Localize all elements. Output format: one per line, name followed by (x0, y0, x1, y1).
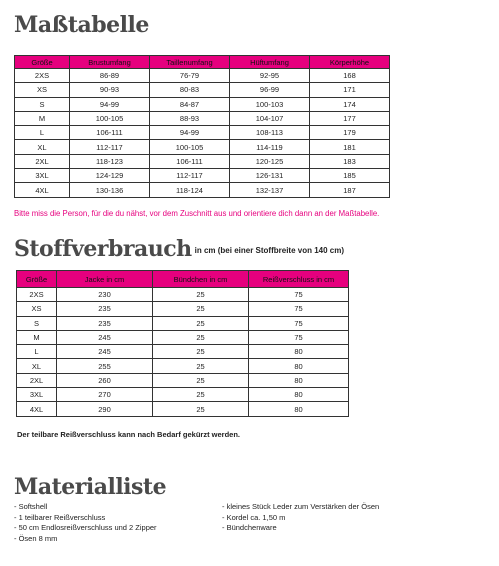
fabric-table-cell: M (17, 330, 57, 344)
size-table-cell: M (15, 111, 70, 125)
fabric-table (16, 270, 349, 417)
material-item: - 50 cm Endlosreißverschluss und 2 Zipper (14, 523, 157, 532)
fabric-table-cell: 260 (57, 373, 153, 387)
fabric-table-cell: 75 (249, 288, 349, 302)
size-table-cell: 88-93 (150, 111, 230, 125)
size-table-row (15, 83, 390, 97)
fabric-table-cell: 80 (249, 373, 349, 387)
fabric-title-text: Stoffverbrauch (14, 236, 192, 262)
fabric-table-cell: 75 (249, 330, 349, 344)
size-table-cell: 185 (310, 169, 390, 183)
size-table (14, 55, 390, 198)
size-table-cell: 2XS (15, 69, 70, 83)
fabric-table-cell: 4XL (17, 402, 57, 416)
size-table-cell: 90-93 (70, 83, 150, 97)
fabric-table-cell: XS (17, 302, 57, 316)
size-table-note: Bitte miss die Person, für die du nähst, vor dem Zuschnitt aus und orientiere dich dann an der Maßtabelle. (14, 209, 380, 218)
size-table-cell: 80-83 (150, 83, 230, 97)
fabric-table-cell: 80 (249, 402, 349, 416)
fabric-table-cell: 80 (249, 359, 349, 373)
fabric-table-cell: 25 (153, 302, 249, 316)
material-item: - Softshell (14, 502, 48, 511)
fabric-table-cell: 3XL (17, 388, 57, 402)
fabric-table-row (17, 402, 349, 416)
material-item: - Ösen 8 mm (14, 533, 58, 543)
zipper-note: Der teilbare Reißverschluss kann nach Bedarf gekürzt werden. (17, 430, 240, 439)
size-table-row (15, 111, 390, 125)
size-table-header-cell: Körperhöhe (310, 56, 390, 69)
fabric-table-header-cell: Jacke in cm (57, 271, 153, 288)
fabric-table-row (17, 359, 349, 373)
size-table-cell: 106-111 (150, 154, 230, 168)
material-item: - 1 teilbarer Reißverschluss (14, 512, 106, 522)
fabric-table-header-cell: Größe (17, 271, 57, 288)
material-list-right (222, 502, 379, 534)
size-table-cell: 94-99 (70, 97, 150, 111)
fabric-table-cell: 255 (57, 359, 153, 373)
size-table-cell: 100-103 (230, 97, 310, 111)
size-table-cell: 183 (310, 154, 390, 168)
size-table-cell: 2XL (15, 154, 70, 168)
fabric-table-cell: 25 (153, 359, 249, 373)
size-table-cell: 114-119 (230, 140, 310, 154)
size-table-cell: 112-117 (150, 169, 230, 183)
material-item: - Kordel ca. 1,50 m (222, 512, 286, 522)
size-table-cell: S (15, 97, 70, 111)
size-table-header-cell: Taillenumfang (150, 56, 230, 69)
size-table-cell: 187 (310, 183, 390, 197)
fabric-table-cell: 235 (57, 302, 153, 316)
size-table-cell: 124-129 (70, 169, 150, 183)
fabric-table-cell: 270 (57, 388, 153, 402)
fabric-table-row (17, 288, 349, 302)
fabric-table-cell: 230 (57, 288, 153, 302)
size-table-header-cell: Brustumfang (70, 56, 150, 69)
fabric-table-cell: 80 (249, 388, 349, 402)
material-list-title: Materialliste (14, 474, 167, 500)
size-table-cell: XL (15, 140, 70, 154)
fabric-table-cell: 245 (57, 345, 153, 359)
fabric-table-row (17, 388, 349, 402)
fabric-table-cell: 75 (249, 316, 349, 330)
size-table-cell: 126-131 (230, 169, 310, 183)
fabric-table-cell: 75 (249, 302, 349, 316)
fabric-table-cell: 25 (153, 373, 249, 387)
size-table-cell: 106-111 (70, 126, 150, 140)
size-table-cell: 181 (310, 140, 390, 154)
size-table-cell: 86-89 (70, 69, 150, 83)
fabric-table-cell: S (17, 316, 57, 330)
fabric-table-row (17, 330, 349, 344)
size-table-cell: 104-107 (230, 111, 310, 125)
size-table-cell: 177 (310, 111, 390, 125)
size-table-cell: L (15, 126, 70, 140)
size-table-header-cell: Hüftumfang (230, 56, 310, 69)
size-table-row (15, 97, 390, 111)
fabric-table-row (17, 345, 349, 359)
size-table-row (15, 183, 390, 197)
fabric-table-cell: 25 (153, 388, 249, 402)
fabric-table-header-cell: Reißverschluss in cm (249, 271, 349, 288)
material-item: - kleines Stück Leder zum Verstärken der Ösen (222, 502, 380, 511)
size-table-cell: XS (15, 83, 70, 97)
fabric-table-row (17, 302, 349, 316)
fabric-table-cell: L (17, 345, 57, 359)
size-table-cell: 4XL (15, 183, 70, 197)
fabric-table-cell: 25 (153, 316, 249, 330)
fabric-table-title (14, 236, 344, 262)
fabric-table-row (17, 316, 349, 330)
size-table-row (15, 154, 390, 168)
size-table-cell: 94-99 (150, 126, 230, 140)
size-table-cell: 118-124 (150, 183, 230, 197)
size-table-cell: 120-125 (230, 154, 310, 168)
size-table-cell: 179 (310, 126, 390, 140)
size-table-cell: 112-117 (70, 140, 150, 154)
size-table-cell: 96-99 (230, 83, 310, 97)
fabric-table-header-cell: Bündchen in cm (153, 271, 249, 288)
size-table-cell: 118-123 (70, 154, 150, 168)
fabric-table-cell: 25 (153, 330, 249, 344)
material-item: - Bündchenware (222, 523, 277, 532)
fabric-table-cell: 290 (57, 402, 153, 416)
material-list-left (14, 502, 157, 544)
size-table-cell: 76-79 (150, 69, 230, 83)
size-table-row (15, 169, 390, 183)
size-table-cell: 174 (310, 97, 390, 111)
fabric-table-cell: 25 (153, 288, 249, 302)
size-table-cell: 108-113 (230, 126, 310, 140)
size-table-header-cell: Größe (15, 56, 70, 69)
fabric-table-cell: 2XL (17, 373, 57, 387)
size-table-row (15, 69, 390, 83)
size-table-cell: 3XL (15, 169, 70, 183)
size-table-cell: 132-137 (230, 183, 310, 197)
fabric-table-row (17, 373, 349, 387)
fabric-table-cell: XL (17, 359, 57, 373)
fabric-table-cell: 25 (153, 402, 249, 416)
size-table-cell: 100-105 (150, 140, 230, 154)
size-table-row (15, 126, 390, 140)
size-table-row (15, 140, 390, 154)
size-table-cell: 168 (310, 69, 390, 83)
size-table-title: Maßtabelle (14, 12, 149, 38)
fabric-table-cell: 80 (249, 345, 349, 359)
size-table-cell: 130-136 (70, 183, 150, 197)
size-table-header-row (15, 56, 390, 69)
size-table-cell: 92-95 (230, 69, 310, 83)
fabric-table-cell: 2XS (17, 288, 57, 302)
fabric-table-cell: 25 (153, 345, 249, 359)
fabric-table-cell: 235 (57, 316, 153, 330)
fabric-table-cell: 245 (57, 330, 153, 344)
size-table-cell: 171 (310, 83, 390, 97)
fabric-table-header-row (17, 271, 349, 288)
fabric-subtitle: in cm (bei einer Stoffbreite von 140 cm) (194, 245, 345, 255)
size-table-cell: 100-105 (70, 111, 150, 125)
size-table-cell: 84-87 (150, 97, 230, 111)
